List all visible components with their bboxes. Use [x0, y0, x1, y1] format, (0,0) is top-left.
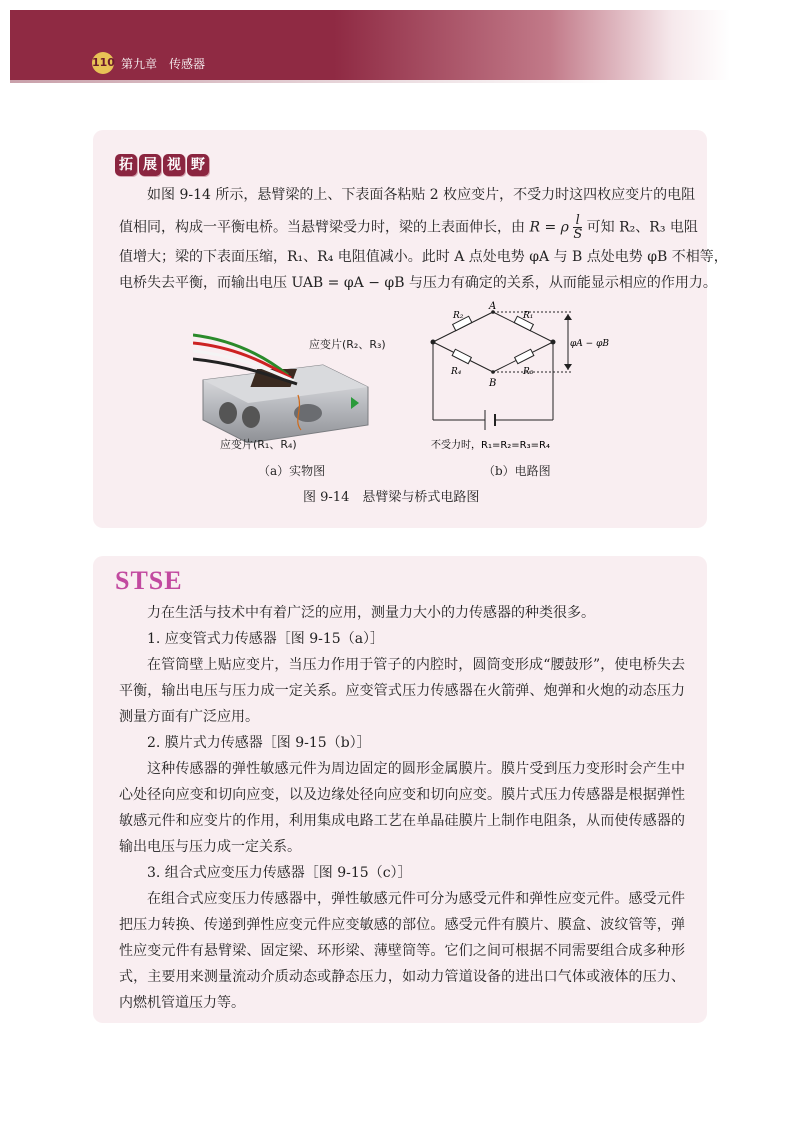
subcaption-b: （b）电路图: [483, 464, 551, 478]
photo-label-top: 应变片(R₂、R₃): [309, 338, 386, 351]
paragraph-line: 值增大；梁的下表面压缩，R₁、R₄ 电阻值减小。此时 A 点处电势 φA 与 B 点处电势 φB 不相等，: [119, 249, 728, 265]
resistor-R2-label: R₂: [453, 311, 464, 321]
resistor-R3-label: R₃: [523, 367, 534, 377]
resistor-R1-label: R₁: [523, 311, 534, 321]
resistor-R4-label: R₄: [451, 367, 462, 377]
extension-view-badge: [115, 154, 209, 176]
stse-heading-1: 1. 应变管式力传感器［图 9-15（a）］: [147, 631, 385, 647]
formula-lead-text: 值相同，构成一平衡电桥。当悬臂梁受力时，梁的上表面伸长，由: [119, 219, 525, 236]
photo-label-bottom: 应变片(R₁、R₄): [220, 438, 297, 451]
node-A-label: A: [489, 301, 497, 312]
formula-fraction: [573, 214, 582, 241]
header-band: [10, 10, 730, 80]
stse-paragraph-2: 这种传感器的弹性敏感元件为周边固定的圆形金属膜片。膜片受到压力变形时会产生中心处径向应变和切向应变，以及边缘处径向应变和切向应变。膜片式压力传感器是根据弹性敏感元件和应变片的作用，利用集成电路工艺在单晶硅膜片上制作电阻条，从而使传感器的输出电压与压力成一定关系。: [119, 761, 685, 855]
badge-char: 视: [163, 154, 185, 176]
page-number: 110: [92, 52, 114, 74]
paragraph-line: 如图 9-14 所示，悬臂梁的上、下表面各粘贴 2 枚应变片，不受力时这四枚应变片的电阻: [147, 187, 696, 203]
badge-char: 拓: [115, 154, 137, 176]
stse-box: [93, 556, 707, 1023]
node-B-label: B: [489, 378, 497, 389]
stse-paragraph-3: 在组合式应变压力传感器中，弹性敏感元件可分为感受元件和弹性应变元件。感受元件把压力转换、传递到弹性应变元件应变敏感的部位。感受元件有膜片、膜盒、波纹管等，弹性应变元件有悬臂梁、固定梁、环形梁、薄壁筒等。它们之间可根据不同需要组合成多种形式，主要用来测量流动介质动态或静态压力，如动力管道设备的进出口气体或液体的压力、内燃机管道压力等。: [119, 891, 685, 1011]
output-voltage-label: φA − φB: [570, 339, 609, 349]
stse-intro: 力在生活与技术中有着广泛的应用，测量力大小的力传感器的种类很多。: [147, 605, 595, 621]
stse-title: STSE: [115, 566, 183, 595]
figure-caption: 图 9-14 悬臂梁与桥式电路图: [303, 490, 480, 505]
stse-paragraph-1: 在管筒壁上贴应变片，当压力作用于管子的内腔时，圆筒变形成“腰鼓形”，使电桥失去平衡，输出电压与压力成一定关系。应变管式压力传感器在火箭弹、炮弹和火炮的动态压力测量方面有广泛应用。: [119, 657, 685, 725]
formula-denominator: S: [573, 227, 583, 242]
stse-heading-3: 3. 组合式应变压力传感器［图 9-15（c）］: [147, 865, 412, 881]
stse-heading-2: 2. 膜片式力传感器［图 9-15（b）］: [147, 735, 371, 751]
circuit-note: 不受力时，R₁=R₂=R₃=R₄: [431, 440, 550, 451]
header-shadow: [10, 80, 610, 83]
subcaption-a: （a）实物图: [258, 464, 326, 478]
paragraph-line: 电桥失去平衡，而输出电压 UAB = φA − φB 与压力有确定的关系，从而能显示相应的作用力。: [119, 275, 717, 291]
paragraph-line-formula: [119, 213, 698, 242]
extension-view-box: [93, 130, 728, 528]
formula-numerator: l: [573, 214, 582, 228]
chapter-title: 第九章 传感器: [121, 57, 206, 71]
bridge-circuit-diagram: [423, 300, 613, 460]
formula-tail-text: 可知 R₂、R₃ 电阻: [586, 219, 698, 236]
formula-lhs: R = ρ: [529, 219, 569, 236]
badge-char: 野: [187, 154, 209, 176]
badge-char: 展: [139, 154, 161, 176]
